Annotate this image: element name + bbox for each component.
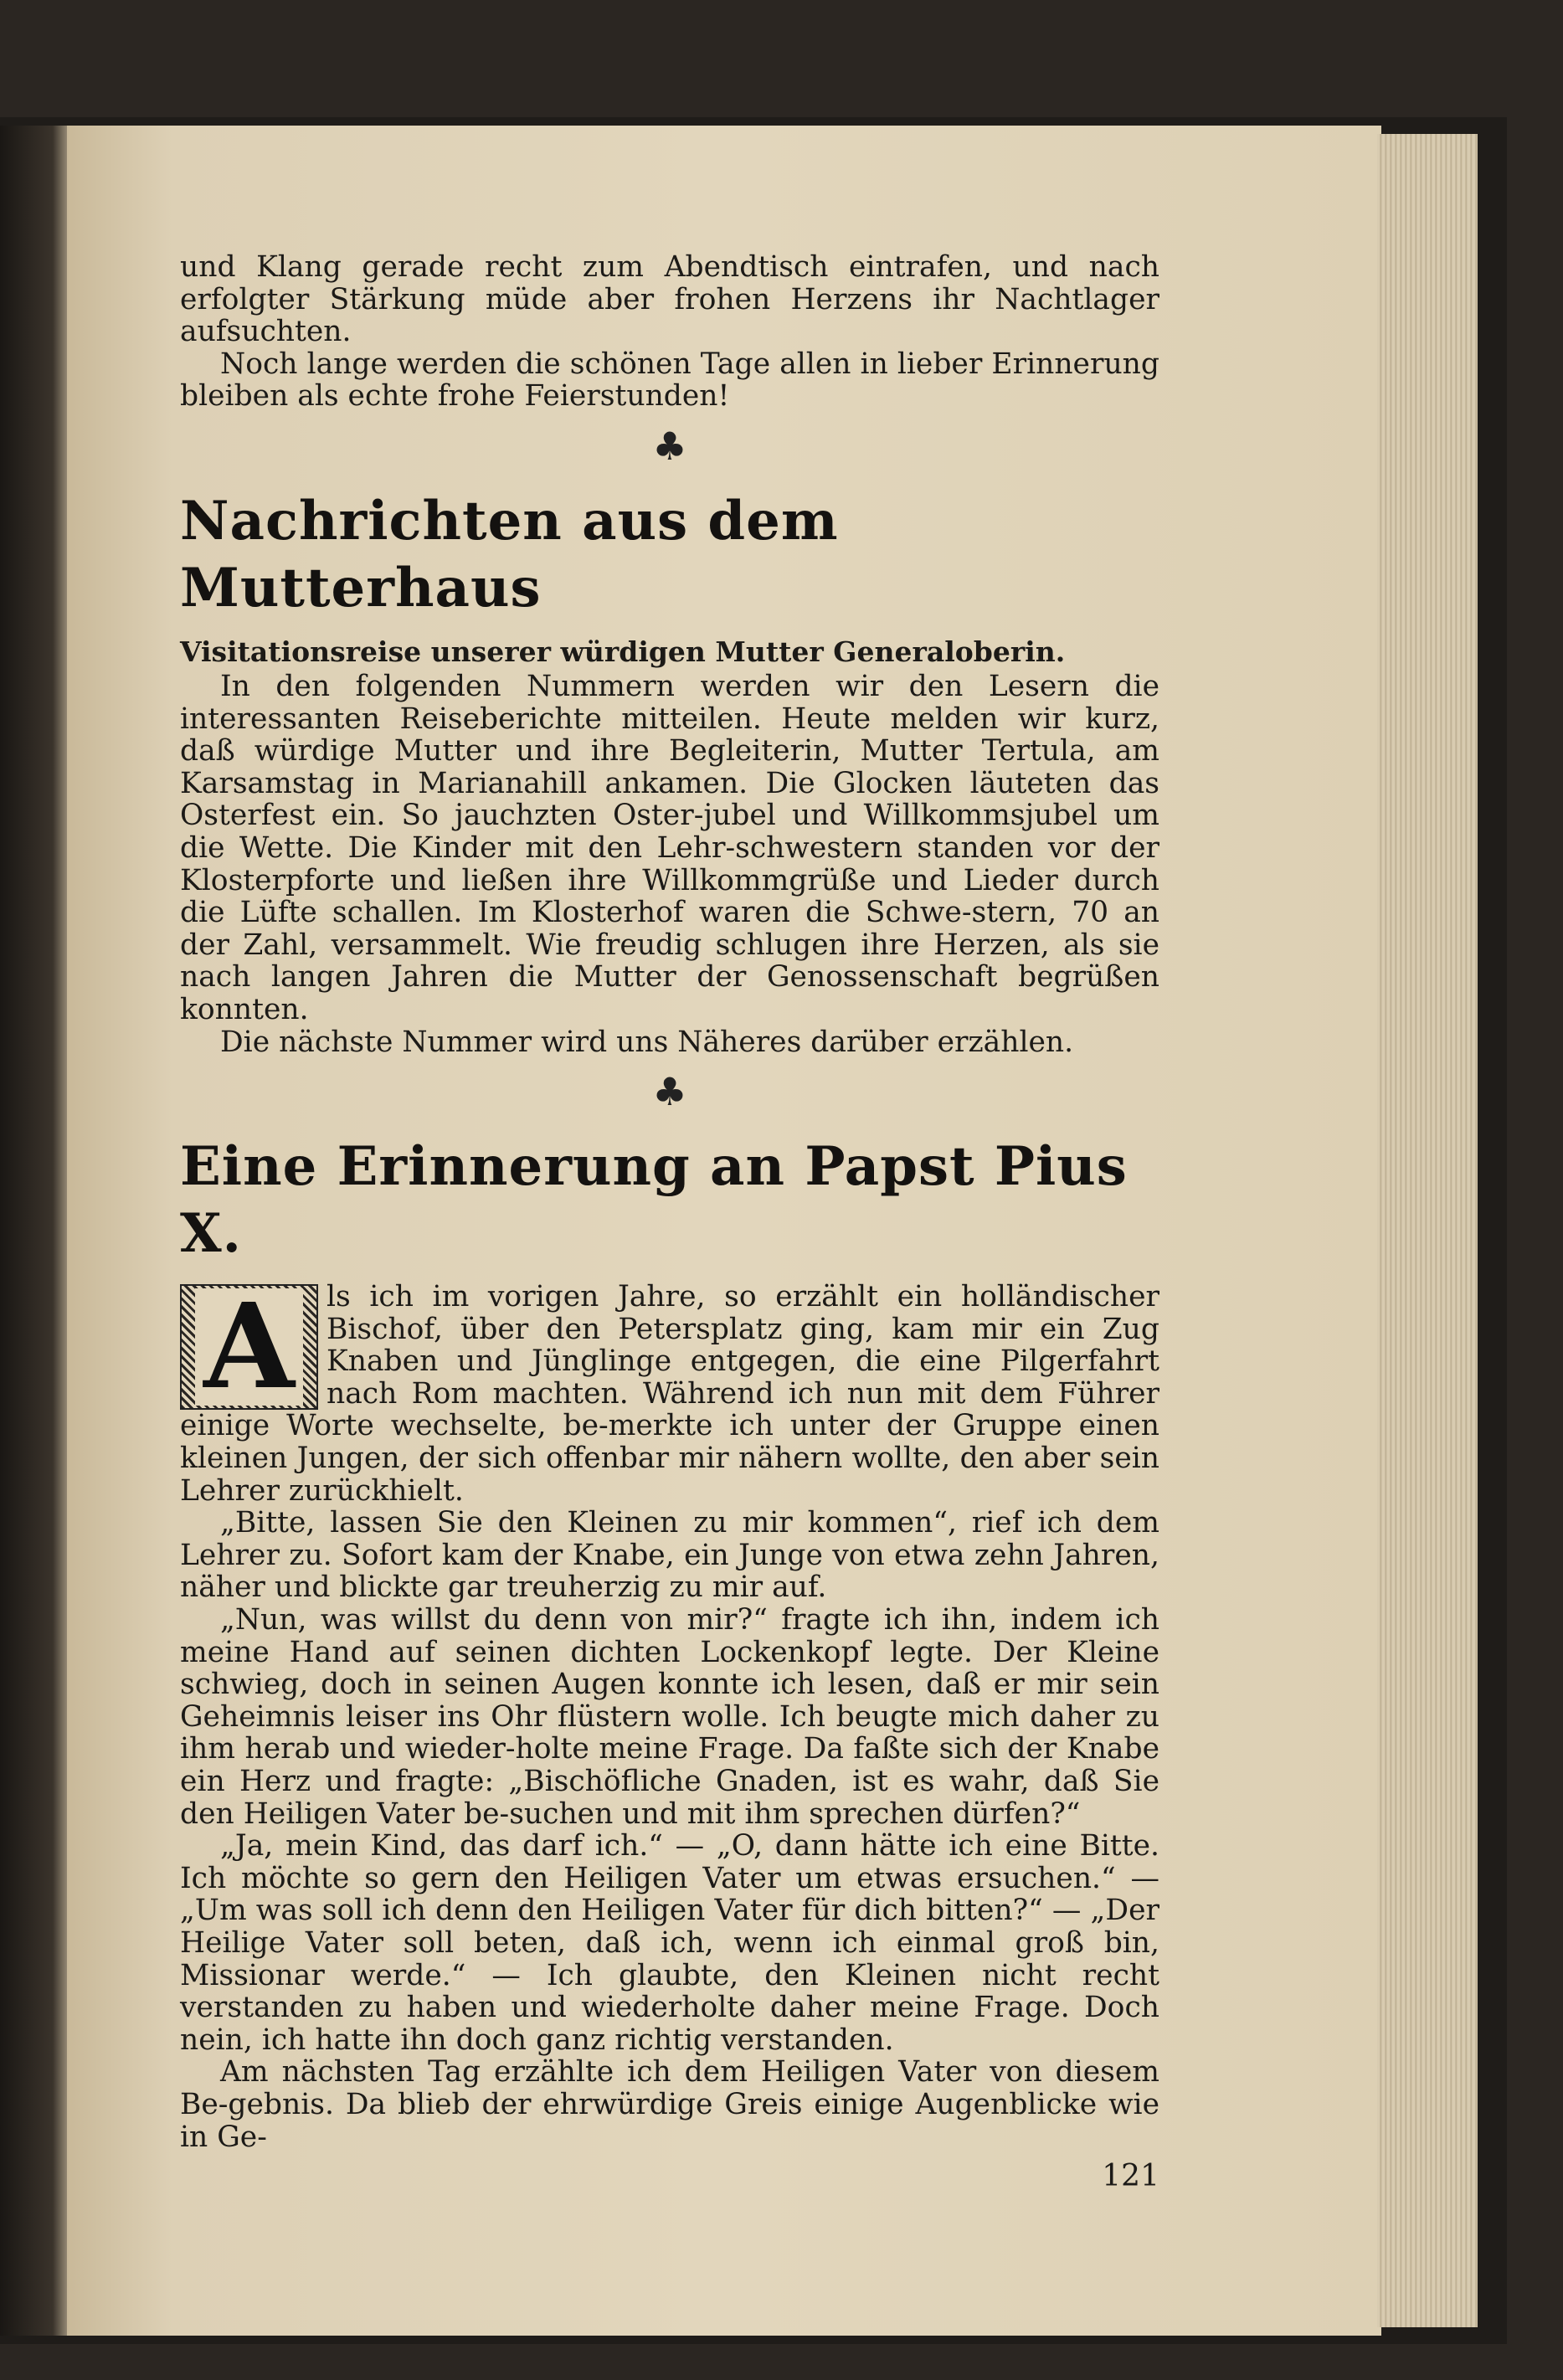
article-body [180, 1278, 1159, 1508]
section-subheading: Visitationsreise unserer würdigen Mutter Generaloberin. [180, 635, 1066, 668]
book-spine [0, 126, 75, 2336]
paragraph-dialogue-2: „Nun, was willst du denn von mir?“ fragte ich ihn, indem ich meine Hand auf seinen dichten Lockenkopf legte. Der Kleine schwieg, doch in seinen Augen konnte ich lesen, daß er mir sein Geheimnis leiser ins Ohr flüstern wolle. Ich beugte mich daher zu ihm herab und wieder-holte meine Frage. Da faßte sich der Knabe ein Herz und fragte: „Bischöfliche Gnaden, ist es wahr, daß Sie den Heiligen Vater be-suchen und mit ihm sprechen dürfen?“ [180, 1603, 1159, 1831]
paragraph-closing: Noch lange werden die schönen Tage allen in lieber Erinnerung bleiben als echte frohe Feierstunden! [180, 347, 1159, 414]
page-number: 121 [1102, 2159, 1159, 2194]
page-content [180, 251, 1159, 2195]
initial-letter: A [195, 1288, 303, 1406]
paragraph-dialogue-1: „Bitte, lassen Sie den Kleinen zu mir kommen“, rief ich dem Lehrer zu. Sofort kam der Knabe, ein Junge von etwa zehn Jahren, näher und blickte gar treuherzig zu mir auf. [180, 1506, 1159, 1605]
ornament-divider-icon: ♣ [652, 423, 687, 469]
paragraph-intro: ls ich im vorigen Jahre, so erzählt ein holländischer Bischof, über den Petersplatz ging, kam mir ein Zug Knaben und Jünglinge entgegen, die eine Pilgerfahrt nach Rom machten. Während ich nun mit dem Führer einige Worte wechselte, be-merkte ich unter der Gruppe einen kleinen Jungen, der sich offenbar mir nähern wollte, den aber sein Lehrer zurückhielt. [180, 1280, 1159, 1508]
page-edges [1377, 134, 1478, 2327]
paragraph-continued: und Klang gerade recht zum Abendtisch eintrafen, und nach erfolgter Stärkung müde aber frohen Herzens ihr Nachtlager aufsuchten. [180, 250, 1159, 349]
paragraph-next-issue: Die nächste Nummer wird uns Näheres darüber erzählen. [220, 1025, 1074, 1059]
section-heading-papst: Eine Erinnerung an Papst Pius X. [180, 1135, 1128, 1266]
section-heading-mutterhaus: Nachrichten aus dem Mutterhaus [180, 489, 839, 619]
paragraph-visitation: In den folgenden Nummern werden wir den Lesern die interessanten Reiseberichte mitteilen. Heute melden wir kurz, daß würdige Mutter und ihre Begleiterin, Mutter Tertula, am Karsamstag in Marianahill ankamen. Die Glocken läuteten das Osterfest ein. So jauchzten Oster-jubel und Willkommsjubel um die Wette. Die Kinder mit den Lehr-schwestern standen vor der Klosterpforte und ließen ihre Willkommgrüße und Lieder durch die Lüfte schallen. Im Klosterhof waren die Schwe-stern, 70 an der Zahl, versammelt. Wie freudig schlugen ihre Herzen, als sie nach langen Jahren die Mutter der Genossenschaft begrüßen konnten. [180, 669, 1159, 1026]
paragraph-dialogue-3: „Ja, mein Kind, das darf ich.“ — „O, dann hätte ich eine Bitte. Ich möchte so gern den Heiligen Vater um etwas ersuchen.“ — „Um was soll ich denn den Heiligen Vater für dich bitten?“ — „Der Heilige Vater soll beten, daß ich, wenn ich einmal groß bin, Missionar werde.“ — Ich glaubte, den Kleinen nicht recht verstanden zu haben und wiederholte daher meine Frage. Doch nein, ich hatte ihn doch ganz richtig verstanden. [180, 1829, 1159, 2057]
decorative-initial [180, 1278, 318, 1416]
paragraph-next-day: Am nächsten Tag erzählte ich dem Heiligen Vater von diesem Be-gebnis. Da blieb der ehrwürdige Greis einige Augenblicke wie in Ge- [180, 2055, 1159, 2154]
ornament-divider-icon: ♣ [652, 1069, 687, 1115]
